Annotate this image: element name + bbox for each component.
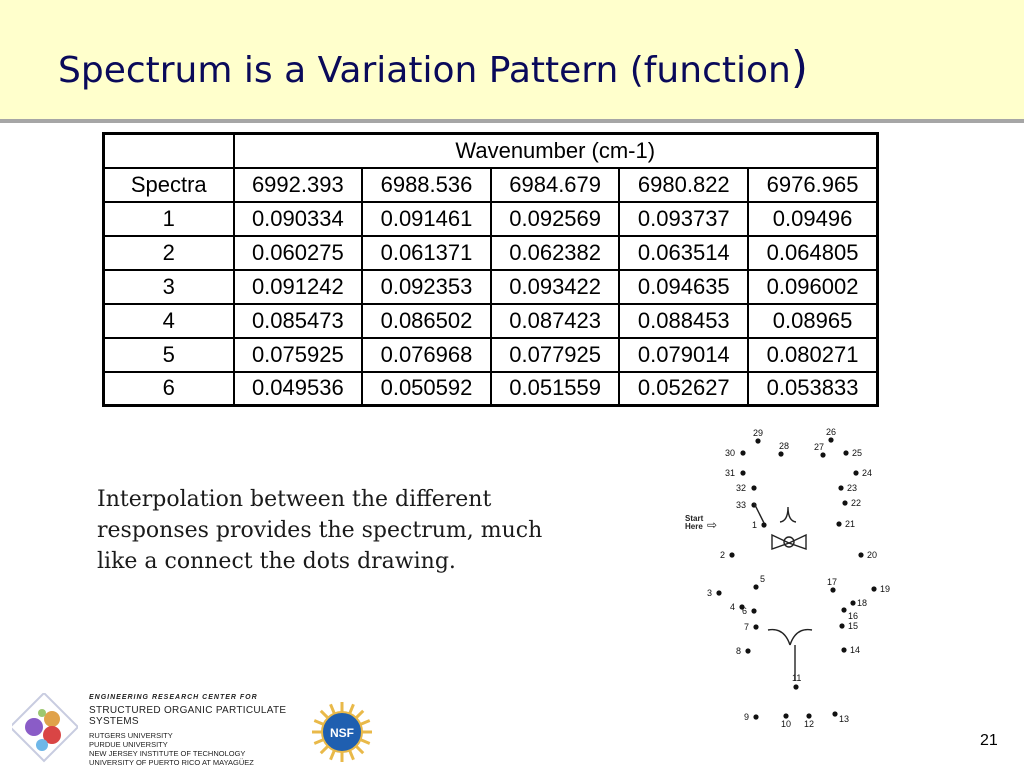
dot-label-14: 14	[850, 645, 861, 655]
value-cell: 0.088453	[619, 304, 748, 338]
table-header-row	[104, 134, 878, 168]
wavenumber-cell: 6980.822	[619, 168, 748, 202]
university-line: NEW JERSEY INSTITUTE OF TECHNOLOGY	[89, 749, 246, 758]
value-cell: 0.085473	[234, 304, 363, 338]
value-cell: 0.091242	[234, 270, 363, 304]
dot-label-5: 5	[760, 574, 766, 584]
page-number: 21	[980, 732, 998, 749]
dot-23	[838, 485, 843, 490]
logo-purple-particle	[25, 718, 43, 736]
nsf-ray	[321, 711, 328, 718]
dot-label-16: 16	[848, 611, 859, 621]
dot-12	[806, 713, 811, 718]
dot-label-19: 19	[880, 584, 891, 594]
spectrum-id-cell: 6	[104, 372, 234, 406]
value-cell: 0.053833	[748, 372, 877, 406]
value-cell: 0.077925	[491, 338, 620, 372]
dot-label-23: 23	[847, 483, 858, 493]
dot-6	[751, 608, 756, 613]
dot-16	[841, 607, 846, 612]
dot-label-32: 32	[736, 483, 747, 493]
erc-subtitle: STRUCTURED ORGANIC PARTICULATE SYSTEMS	[89, 705, 287, 727]
interpolation-text	[97, 484, 617, 577]
dot-label-28: 28	[779, 441, 790, 451]
value-cell: 0.096002	[748, 270, 877, 304]
value-cell: 0.08965	[748, 304, 877, 338]
university-line: RUTGERS UNIVERSITY	[89, 731, 173, 740]
dot-2	[729, 552, 734, 557]
spectra-table	[102, 132, 879, 407]
nsf-ray	[360, 721, 369, 725]
logo-orange-particle	[44, 711, 60, 727]
table-row	[104, 338, 878, 372]
value-cell: 0.061371	[362, 236, 491, 270]
dot-28	[778, 451, 783, 456]
dot-label-25: 25	[852, 448, 863, 458]
dot-label-11: 11	[792, 673, 802, 683]
slide-title	[58, 42, 808, 93]
value-cell: 0.092569	[491, 202, 620, 236]
dot-label-9: 9	[744, 712, 750, 722]
dot-label-2: 2	[720, 550, 726, 560]
dot-label-4: 4	[730, 602, 736, 612]
dot-29	[755, 438, 760, 443]
logo-diamond	[12, 693, 78, 761]
dot-14	[841, 647, 846, 652]
value-cell: 0.092353	[362, 270, 491, 304]
dot-label-20: 20	[867, 550, 878, 560]
dot-31	[740, 470, 745, 475]
table-row	[104, 304, 878, 338]
slide-title-paren: )	[790, 42, 808, 93]
nsf-ray	[360, 740, 369, 744]
nsf-ray	[314, 740, 323, 744]
university-line: UNIVERSITY OF PUERTO RICO AT MAYAGÜEZ	[89, 758, 254, 767]
collar-curve	[768, 630, 812, 645]
dot-7	[753, 624, 758, 629]
dot-20	[858, 552, 863, 557]
connect-the-dots-drawing	[676, 425, 908, 735]
value-cell: 0.062382	[491, 236, 620, 270]
dot-label-24: 24	[862, 468, 873, 478]
dot-26	[828, 437, 833, 442]
value-cell: 0.060275	[234, 236, 363, 270]
wavenumber-cell: 6976.965	[748, 168, 877, 202]
value-cell: 0.063514	[619, 236, 748, 270]
dot-21	[836, 521, 841, 526]
start-arrow-icon: ⇨	[707, 518, 718, 532]
nsf-ray	[350, 704, 354, 713]
value-cell: 0.049536	[234, 372, 363, 406]
dot-25	[843, 450, 848, 455]
value-cell: 0.076968	[362, 338, 491, 372]
erc-logo-icon	[12, 693, 78, 763]
dot-label-29: 29	[753, 428, 764, 438]
dot-5	[753, 584, 758, 589]
logo-blue-particle	[36, 739, 48, 751]
table-row	[104, 372, 878, 406]
value-cell: 0.075925	[234, 338, 363, 372]
value-cell: 0.087423	[491, 304, 620, 338]
value-cell: 0.064805	[748, 236, 877, 270]
dot-27	[820, 452, 825, 457]
dot-label-1: 1	[752, 520, 758, 530]
value-cell: 0.079014	[619, 338, 748, 372]
slide-title-text: Spectrum is a Variation Pattern (function	[58, 50, 791, 91]
dot-1	[761, 522, 766, 527]
dot-17	[830, 587, 835, 592]
dot-label-15: 15	[848, 621, 859, 631]
spectrum-id-cell: 3	[104, 270, 234, 304]
dot-13	[832, 711, 837, 716]
nsf-ray	[350, 750, 354, 759]
table-corner-cell	[104, 134, 234, 168]
wavenumber-cell: 6988.536	[362, 168, 491, 202]
logo-green-particle	[38, 709, 46, 717]
dot-label-3: 3	[707, 588, 713, 598]
value-cell: 0.080271	[748, 338, 877, 372]
table-row	[104, 202, 878, 236]
dot-label-27: 27	[814, 442, 825, 452]
dot-10	[783, 713, 788, 718]
dot-label-26: 26	[826, 427, 837, 437]
dot-label-31: 31	[725, 468, 736, 478]
dot-30	[740, 450, 745, 455]
dot-label-8: 8	[736, 646, 742, 656]
nsf-ray	[331, 750, 335, 759]
dot-label-30: 30	[725, 448, 736, 458]
dot-label-21: 21	[845, 519, 856, 529]
nsf-ray	[321, 746, 328, 753]
value-cell: 0.050592	[362, 372, 491, 406]
body-line: Interpolation between the different	[97, 487, 492, 512]
title-divider	[0, 119, 1024, 123]
value-cell: 0.091461	[362, 202, 491, 236]
spectrum-id-cell: 1	[104, 202, 234, 236]
table-row	[104, 236, 878, 270]
wavenumber-cell: 6992.393	[234, 168, 363, 202]
start-label: Start	[685, 514, 704, 523]
value-cell: 0.052627	[619, 372, 748, 406]
nsf-ray	[356, 746, 363, 753]
nsf-label: NSF	[330, 726, 354, 740]
dot-label-17: 17	[827, 577, 838, 587]
dot-18	[850, 600, 855, 605]
dot-22	[842, 500, 847, 505]
nsf-ray	[331, 704, 335, 713]
nsf-ray	[356, 711, 363, 718]
dot-label-6: 6	[742, 606, 748, 616]
table-row	[104, 270, 878, 304]
dot-24	[853, 470, 858, 475]
value-cell: 0.093422	[491, 270, 620, 304]
body-line: like a connect the dots drawing.	[97, 549, 456, 574]
dot-label-10: 10	[781, 719, 792, 729]
university-line: PURDUE UNIVERSITY	[89, 740, 168, 749]
dot-label-33: 33	[736, 500, 747, 510]
body-line: responses provides the spectrum, much	[97, 518, 543, 543]
wavenumber-cell: 6984.679	[491, 168, 620, 202]
nose-curve	[780, 507, 796, 522]
spectrum-id-cell: 2	[104, 236, 234, 270]
dot-11	[793, 684, 798, 689]
dot-label-13: 13	[839, 714, 850, 724]
here-label: Here	[685, 522, 703, 531]
dot-9	[753, 714, 758, 719]
dot-19	[871, 586, 876, 591]
wavenumber-row	[104, 168, 878, 202]
nsf-ray	[314, 721, 323, 725]
dot-32	[751, 485, 756, 490]
erc-footer	[89, 694, 329, 767]
spectra-row-label: Spectra	[104, 168, 234, 202]
value-cell: 0.094635	[619, 270, 748, 304]
dot-label-12: 12	[804, 719, 815, 729]
erc-title: ENGINEERING RESEARCH CENTER FOR	[89, 694, 258, 701]
dot-8	[745, 648, 750, 653]
nsf-logo-icon	[311, 701, 373, 763]
value-cell: 0.051559	[491, 372, 620, 406]
spectrum-id-cell: 5	[104, 338, 234, 372]
dot-15	[839, 623, 844, 628]
dot-3	[716, 590, 721, 595]
dot-label-18: 18	[857, 598, 868, 608]
drawing-details	[754, 503, 812, 681]
value-cell: 0.086502	[362, 304, 491, 338]
value-cell: 0.093737	[619, 202, 748, 236]
value-cell: 0.090334	[234, 202, 363, 236]
value-cell: 0.09496	[748, 202, 877, 236]
dot-label-22: 22	[851, 498, 862, 508]
spectrum-id-cell: 4	[104, 304, 234, 338]
dot-label-7: 7	[744, 622, 750, 632]
wavenumber-header: Wavenumber (cm-1)	[234, 134, 878, 168]
dot-group	[707, 427, 890, 729]
